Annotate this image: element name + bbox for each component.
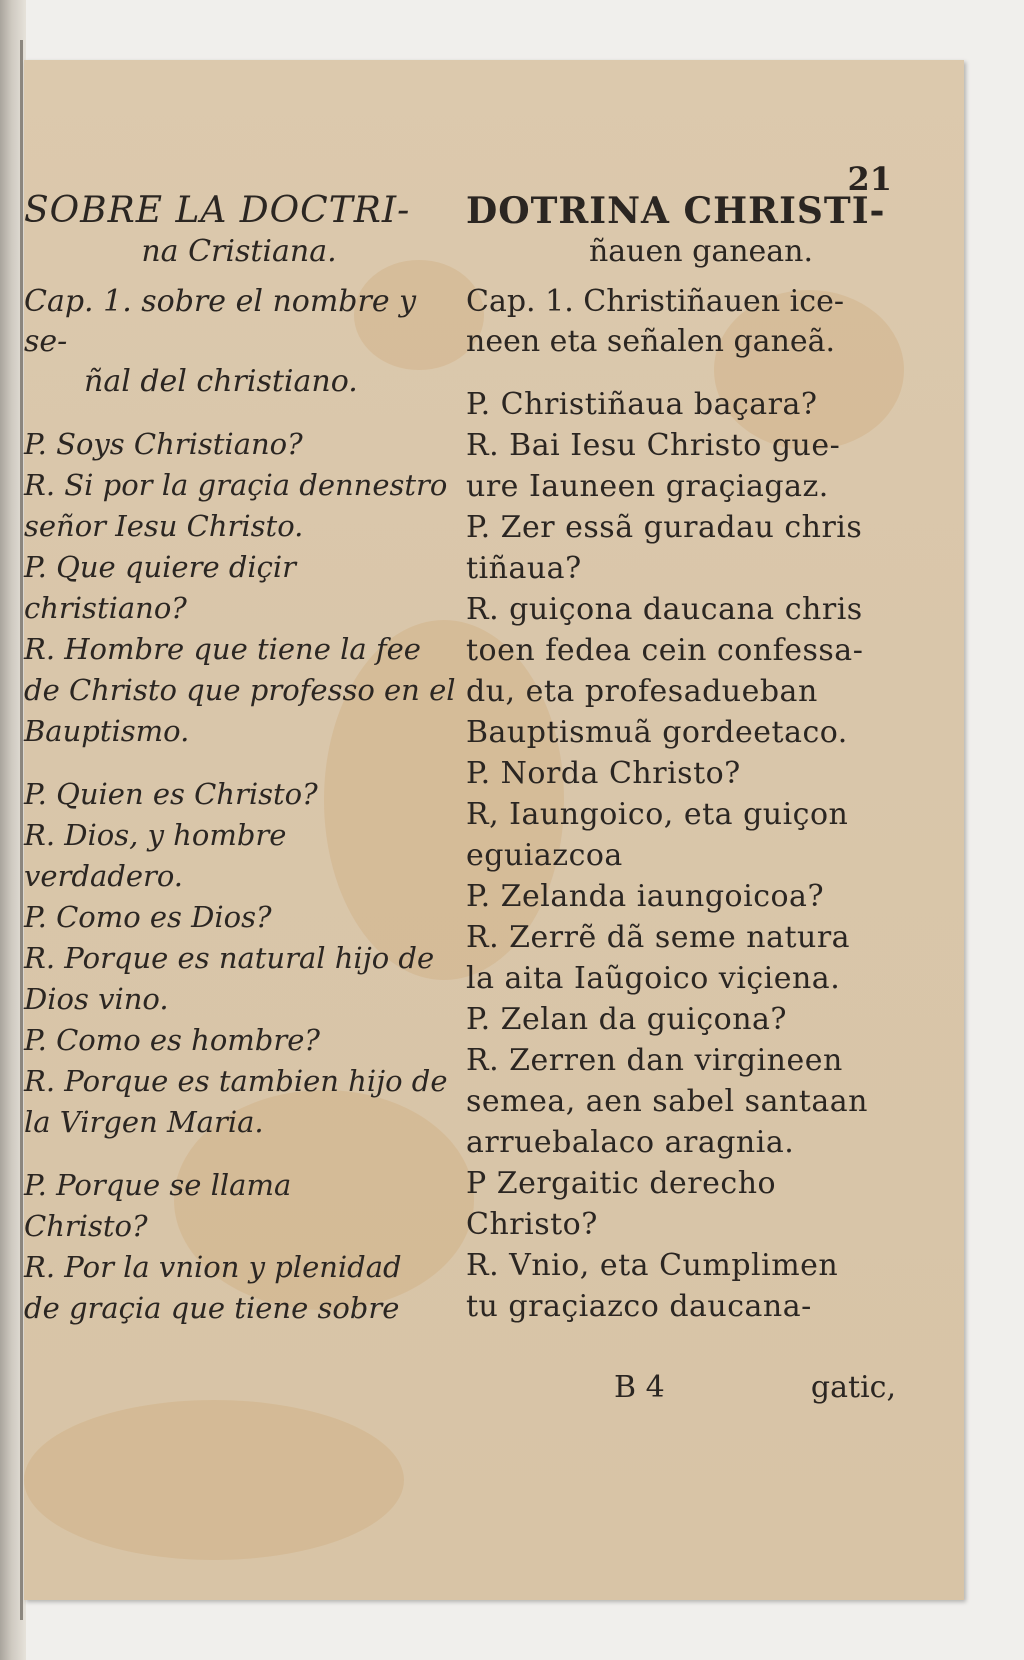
binding-edge bbox=[20, 40, 23, 1620]
text-line: P. Porque se llama bbox=[24, 1168, 292, 1202]
text-line: christiano? bbox=[24, 591, 187, 625]
text-line: P. Como es hombre? bbox=[24, 1023, 320, 1057]
text-line: toen fedea cein confessa- bbox=[466, 633, 864, 668]
text-line: semea, aen sabel santaan bbox=[466, 1084, 868, 1119]
text-line: eguiazcoa bbox=[466, 838, 623, 873]
text-line: R. Si por la graçia dennestro bbox=[24, 468, 448, 502]
column-heading: SOBRE LA DOCTRI- bbox=[24, 190, 411, 231]
catchword: gatic, bbox=[810, 1370, 896, 1405]
stain bbox=[24, 1400, 404, 1560]
text-line bbox=[24, 752, 454, 774]
book-page bbox=[24, 60, 964, 1600]
text-line: R. Por la vnion y plenidad bbox=[24, 1250, 402, 1284]
page-number: 21 bbox=[847, 160, 892, 198]
spanish-column bbox=[24, 190, 454, 1329]
text-line: tu graçiazco daucana- bbox=[466, 1289, 812, 1324]
text-line: R, Iaungoico, eta guiçon bbox=[466, 797, 849, 832]
text-line: P. Zelanda iaungoicoa? bbox=[466, 879, 825, 914]
text-line: P. Zelan da guiçona? bbox=[466, 1002, 788, 1037]
text-line: P Zergaitic derecho bbox=[466, 1166, 777, 1201]
column-heading: DOTRINA CHRISTI- bbox=[466, 190, 886, 232]
text-line: Dios vino. bbox=[24, 982, 169, 1016]
text-line: P. Zer essã guradau chris bbox=[466, 510, 863, 545]
basque-column bbox=[466, 190, 936, 1327]
text-line: P. Christiñaua baçara? bbox=[466, 387, 818, 422]
text-line: Christo? bbox=[24, 1209, 148, 1243]
text-line: R. Hombre que tiene la fee bbox=[24, 632, 421, 666]
text-line: R. guiçona daucana chris bbox=[466, 592, 863, 627]
chapter-title-line: ñal del christiano. bbox=[84, 364, 358, 399]
text-line: de graçia que tiene sobre bbox=[24, 1291, 400, 1325]
text-lines bbox=[24, 424, 454, 1329]
text-line: tiñaua? bbox=[466, 551, 582, 586]
text-line: arruebalaco aragnia. bbox=[466, 1125, 795, 1160]
text-line: P. Soys Christiano? bbox=[24, 427, 303, 461]
chapter-title-line: Cap. 1. sobre el nombre y se- bbox=[24, 284, 417, 359]
chapter-title-line: Cap. 1. Christiñauen ice- bbox=[466, 284, 844, 319]
text-line: R. Zerren dan virgineen bbox=[466, 1043, 843, 1078]
column-heading-cont: ñauen ganean. bbox=[588, 234, 814, 269]
text-line: du, eta profesadueban bbox=[466, 674, 818, 709]
text-line: ure Iauneen graçiagaz. bbox=[466, 469, 829, 504]
text-line: P. Quien es Christo? bbox=[24, 777, 318, 811]
text-line: señor Iesu Christo. bbox=[24, 509, 304, 543]
text-line: R. Bai Iesu Christo gue- bbox=[466, 428, 841, 463]
text-line: R. Porque es natural hijo de bbox=[24, 941, 435, 975]
text-line: R. Dios, y hombre bbox=[24, 818, 287, 852]
text-line: P. Como es Dios? bbox=[24, 900, 272, 934]
text-line: R. Vnio, eta Cumplimen bbox=[466, 1248, 839, 1283]
text-line: Christo? bbox=[466, 1207, 598, 1242]
text-lines bbox=[466, 384, 936, 1327]
text-line: la aita Iaũgoico viçiena. bbox=[466, 961, 841, 996]
text-line: Bauptismuã gordeetaco. bbox=[466, 715, 848, 750]
signature-mark: B 4 bbox=[614, 1370, 665, 1405]
text-line: P. Que quiere diçir bbox=[24, 550, 297, 584]
text-line bbox=[24, 1143, 454, 1165]
text-line: la Virgen Maria. bbox=[24, 1105, 264, 1139]
chapter-title-line: neen eta señalen ganeã. bbox=[466, 324, 836, 359]
text-line: R. Porque es tambien hijo de bbox=[24, 1064, 448, 1098]
text-line: de Christo que professo en el bbox=[24, 673, 456, 707]
column-heading-cont: na Cristiana. bbox=[141, 234, 337, 269]
text-line: P. Norda Christo? bbox=[466, 756, 741, 791]
text-line: R. Zerrẽ dã seme natura bbox=[466, 920, 851, 955]
text-line: Bauptismo. bbox=[24, 714, 190, 748]
text-line: verdadero. bbox=[24, 859, 184, 893]
